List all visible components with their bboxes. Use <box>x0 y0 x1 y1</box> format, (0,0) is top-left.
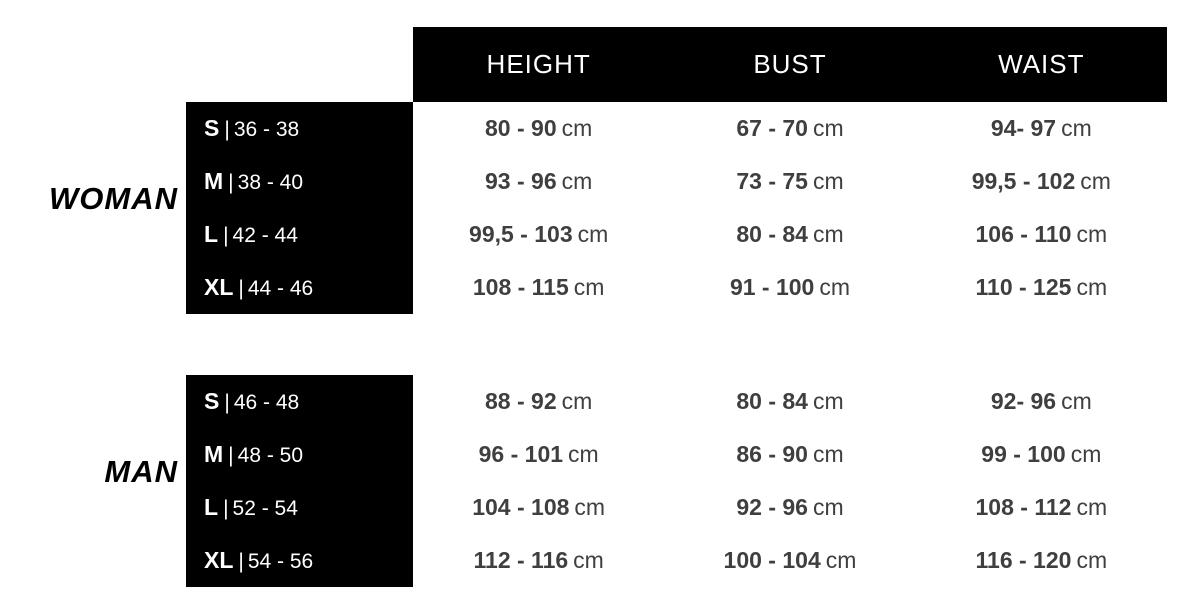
size-separator: | <box>228 444 234 467</box>
size-cell <box>186 115 413 142</box>
size-range: 42 - 44 <box>232 224 298 247</box>
size-label: XL <box>204 274 234 300</box>
size-label: L <box>204 221 219 247</box>
measure-unit: cm <box>574 494 606 520</box>
measure-value: 99,5 - 103 <box>469 221 573 247</box>
group-label-man: MAN <box>104 454 178 489</box>
measure-bust <box>664 115 915 142</box>
measure-unit: cm <box>812 441 844 467</box>
measure-value: 110 - 125 <box>975 274 1072 300</box>
measure-waist <box>916 441 1167 468</box>
measure-value: 108 - 115 <box>472 274 569 300</box>
measure-value: 104 - 108 <box>472 494 570 520</box>
measure-unit: cm <box>1080 168 1111 194</box>
table-row <box>186 534 1167 587</box>
measure-unit: cm <box>573 274 605 300</box>
measure-unit: cm <box>561 388 593 414</box>
measure-unit: cm <box>812 388 844 414</box>
measure-value: 92 - 96 <box>736 494 808 520</box>
measure-height <box>413 388 664 415</box>
size-cell <box>186 547 413 574</box>
table-row <box>186 375 1167 428</box>
measure-value: 73 - 75 <box>736 168 808 194</box>
measure-waist <box>916 115 1167 142</box>
measure-unit: cm <box>812 168 844 194</box>
size-separator: | <box>223 224 229 247</box>
measure-unit: cm <box>577 221 609 247</box>
measure-height <box>413 115 664 142</box>
size-range: 36 - 38 <box>233 118 300 141</box>
measure-unit: cm <box>812 494 844 520</box>
measure-waist <box>916 388 1167 415</box>
measure-unit: cm <box>1061 388 1092 414</box>
table-row <box>186 428 1167 481</box>
measure-value: 93 - 96 <box>485 168 557 194</box>
measure-bust <box>664 168 915 195</box>
measure-unit: cm <box>819 274 851 300</box>
table-row <box>186 102 1167 155</box>
measure-value: 80 - 84 <box>736 388 808 414</box>
size-range: 54 - 56 <box>247 550 314 573</box>
measure-value: 100 - 104 <box>723 547 821 573</box>
measure-value: 80 - 84 <box>736 221 808 247</box>
measure-waist <box>916 221 1167 248</box>
measure-height <box>413 441 664 468</box>
table-row <box>186 481 1167 534</box>
group-label-woman: WOMAN <box>49 181 178 216</box>
measure-unit: cm <box>568 441 599 467</box>
measure-value: 91 - 100 <box>729 274 815 300</box>
size-label: XL <box>204 547 234 573</box>
measure-value: 67 - 70 <box>736 115 808 141</box>
table-body-man <box>186 375 1167 587</box>
measure-value: 94- 97 <box>990 115 1057 141</box>
column-header-bust: BUST <box>753 49 827 79</box>
table-row <box>186 208 1167 261</box>
measure-unit: cm <box>1076 221 1108 247</box>
measure-unit: cm <box>1076 494 1108 520</box>
measure-height <box>413 221 664 248</box>
measure-waist <box>916 494 1167 521</box>
measure-value: 106 - 110 <box>975 221 1072 247</box>
measure-value: 99,5 - 102 <box>971 168 1076 194</box>
size-range: 46 - 48 <box>233 391 300 414</box>
measure-waist <box>916 274 1167 301</box>
size-cell <box>186 388 413 415</box>
measure-bust <box>664 388 915 415</box>
size-label: M <box>204 168 224 194</box>
size-separator: | <box>228 171 234 194</box>
measure-value: 86 - 90 <box>736 441 808 467</box>
table-row <box>186 155 1167 208</box>
measure-unit: cm <box>825 547 857 573</box>
size-cell <box>186 441 413 468</box>
measure-bust <box>664 274 915 301</box>
measure-bust <box>664 221 915 248</box>
table-row <box>186 261 1167 314</box>
size-range: 52 - 54 <box>232 497 298 520</box>
measure-value: 96 - 101 <box>478 441 564 467</box>
size-separator: | <box>223 497 229 520</box>
measure-value: 112 - 116 <box>473 547 569 573</box>
column-header-waist: WAIST <box>998 49 1085 79</box>
measure-unit: cm <box>812 115 844 141</box>
measure-unit: cm <box>812 221 844 247</box>
measure-unit: cm <box>1076 547 1108 573</box>
measure-value: 88 - 92 <box>485 388 557 414</box>
measure-waist <box>916 547 1167 574</box>
size-label: S <box>204 115 220 141</box>
measure-unit: cm <box>561 168 593 194</box>
size-cell <box>186 221 413 248</box>
measure-unit: cm <box>1061 115 1092 141</box>
measure-height <box>413 168 664 195</box>
measure-unit: cm <box>573 547 604 573</box>
measure-value: 92- 96 <box>990 388 1057 414</box>
measure-height <box>413 547 664 574</box>
size-cell <box>186 274 413 301</box>
measure-height <box>413 274 664 301</box>
measure-bust <box>664 494 915 521</box>
measure-height <box>413 494 664 521</box>
measure-value: 108 - 112 <box>975 494 1072 520</box>
size-separator: | <box>238 277 244 300</box>
table-body-woman <box>186 102 1167 314</box>
size-cell <box>186 494 413 521</box>
measure-waist <box>916 168 1167 195</box>
measure-bust <box>664 441 915 468</box>
measure-unit: cm <box>1076 274 1108 300</box>
measure-unit: cm <box>561 115 593 141</box>
size-separator: | <box>224 118 230 141</box>
measure-unit: cm <box>1070 441 1102 467</box>
size-label: M <box>204 441 224 467</box>
measure-value: 99 - 100 <box>981 441 1066 467</box>
size-cell <box>186 168 413 195</box>
size-label: L <box>204 494 219 520</box>
measure-value: 80 - 90 <box>485 115 557 141</box>
size-range: 48 - 50 <box>237 444 304 467</box>
size-separator: | <box>238 550 244 573</box>
measure-value: 116 - 120 <box>975 547 1072 573</box>
size-label: S <box>204 388 220 414</box>
column-header-height: HEIGHT <box>486 49 591 79</box>
size-range: 44 - 46 <box>247 277 314 300</box>
measure-bust <box>664 547 915 574</box>
size-separator: | <box>224 391 230 414</box>
size-range: 38 - 40 <box>237 171 304 194</box>
table-header-row <box>413 27 1167 102</box>
